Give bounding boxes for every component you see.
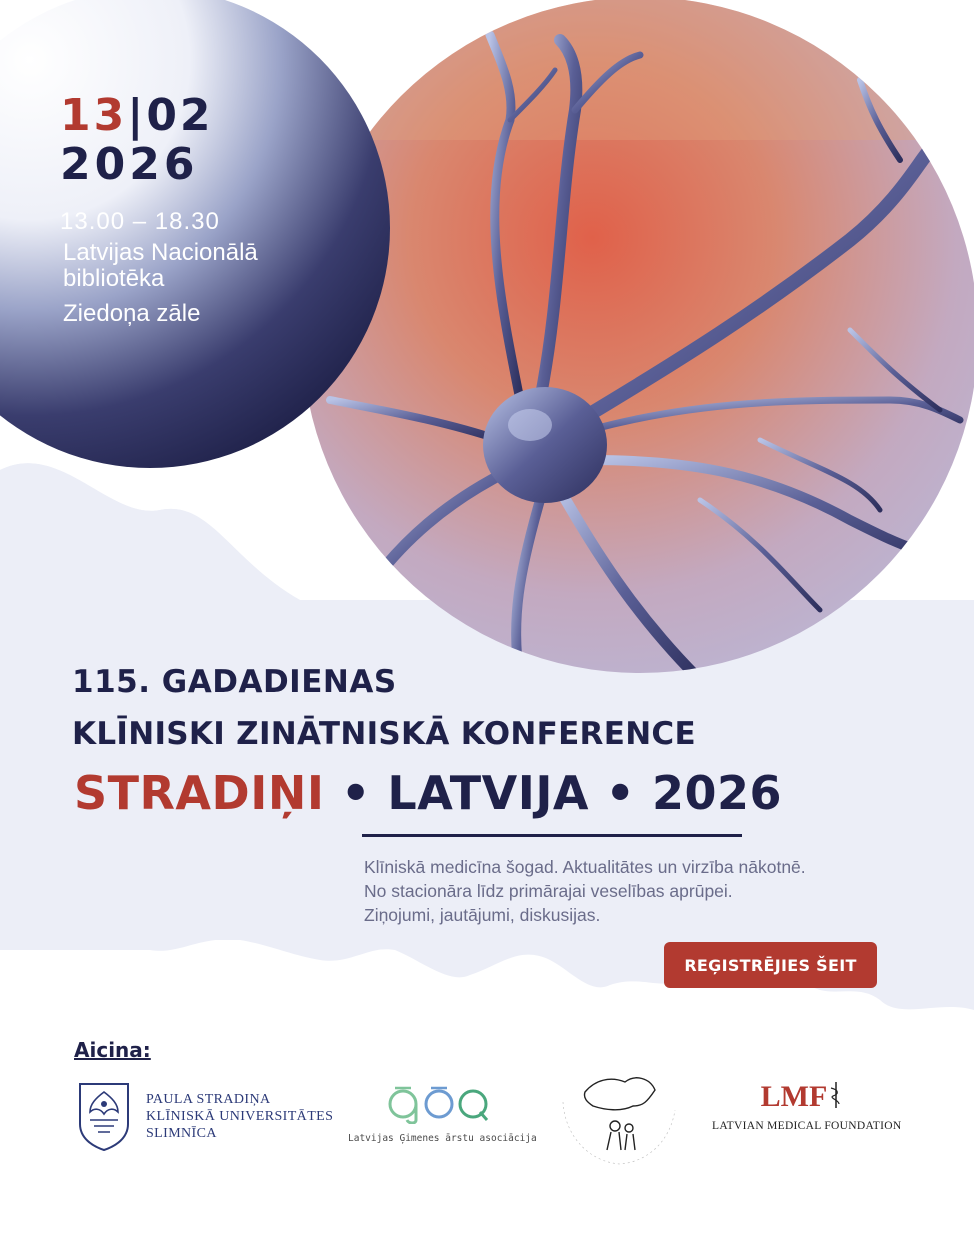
event-date	[60, 92, 214, 190]
lmf-logo[interactable]	[712, 1080, 902, 1132]
lgaa-name: Latvijas Ģimenes ārstu asociācija	[348, 1133, 537, 1144]
date-day: 13	[60, 90, 128, 141]
date-month: 02	[146, 90, 214, 141]
description-line: Ziņojumi, jautājumi, diskusijas.	[364, 905, 601, 925]
lgaa-logo[interactable]	[348, 1082, 537, 1144]
organizers-label: Aicina:	[74, 1038, 151, 1062]
lmf-letters: LMF	[760, 1080, 828, 1113]
event-time: 13.00 – 18.30	[60, 208, 220, 235]
title-line-3	[74, 766, 782, 820]
title-latvija-year: • LATVIJA • 2026	[324, 766, 782, 820]
caduceus-icon	[829, 1080, 843, 1110]
title-underline	[362, 834, 742, 837]
psk-name	[146, 1091, 333, 1142]
date-separator: |	[127, 90, 147, 141]
title-line-2: KLĪNISKI ZINĀTNISKĀ KONFERENCE	[72, 716, 696, 752]
lmf-name: LATVIAN MEDICAL FOUNDATION	[712, 1120, 902, 1132]
psk-logo[interactable]	[76, 1080, 333, 1152]
llga-seal-icon	[555, 1062, 685, 1172]
lgaa-mark-icon	[381, 1082, 491, 1124]
register-button[interactable]: REĢISTRĒJIES ŠEIT	[664, 942, 877, 988]
llga-logo[interactable]	[555, 1062, 685, 1172]
description-line: No stacionāra līdz primārajai veselības aprūpei.	[364, 881, 733, 901]
title-line-1: 115. GADADIENAS	[72, 664, 397, 700]
description	[364, 855, 884, 927]
date-day-month	[60, 92, 214, 140]
lmf-mark	[712, 1080, 892, 1114]
psk-name-line: PAULA STRADIŅA	[146, 1091, 271, 1107]
description-line: Klīniskā medicīna šogad. Aktualitātes un virzība nākotnē.	[364, 857, 806, 877]
event-venue: Latvijas Nacionālā bibliotēka	[63, 239, 258, 292]
psk-name-line: KLĪNISKĀ UNIVERSITĀTES	[146, 1108, 334, 1124]
event-year: 2026	[60, 139, 199, 190]
event-hall: Ziedoņa zāle	[63, 300, 201, 327]
title-stradini: STRADIŅI	[74, 766, 325, 820]
psk-name-line: SLIMNĪCA	[146, 1125, 217, 1141]
psk-shield-icon	[76, 1080, 132, 1152]
